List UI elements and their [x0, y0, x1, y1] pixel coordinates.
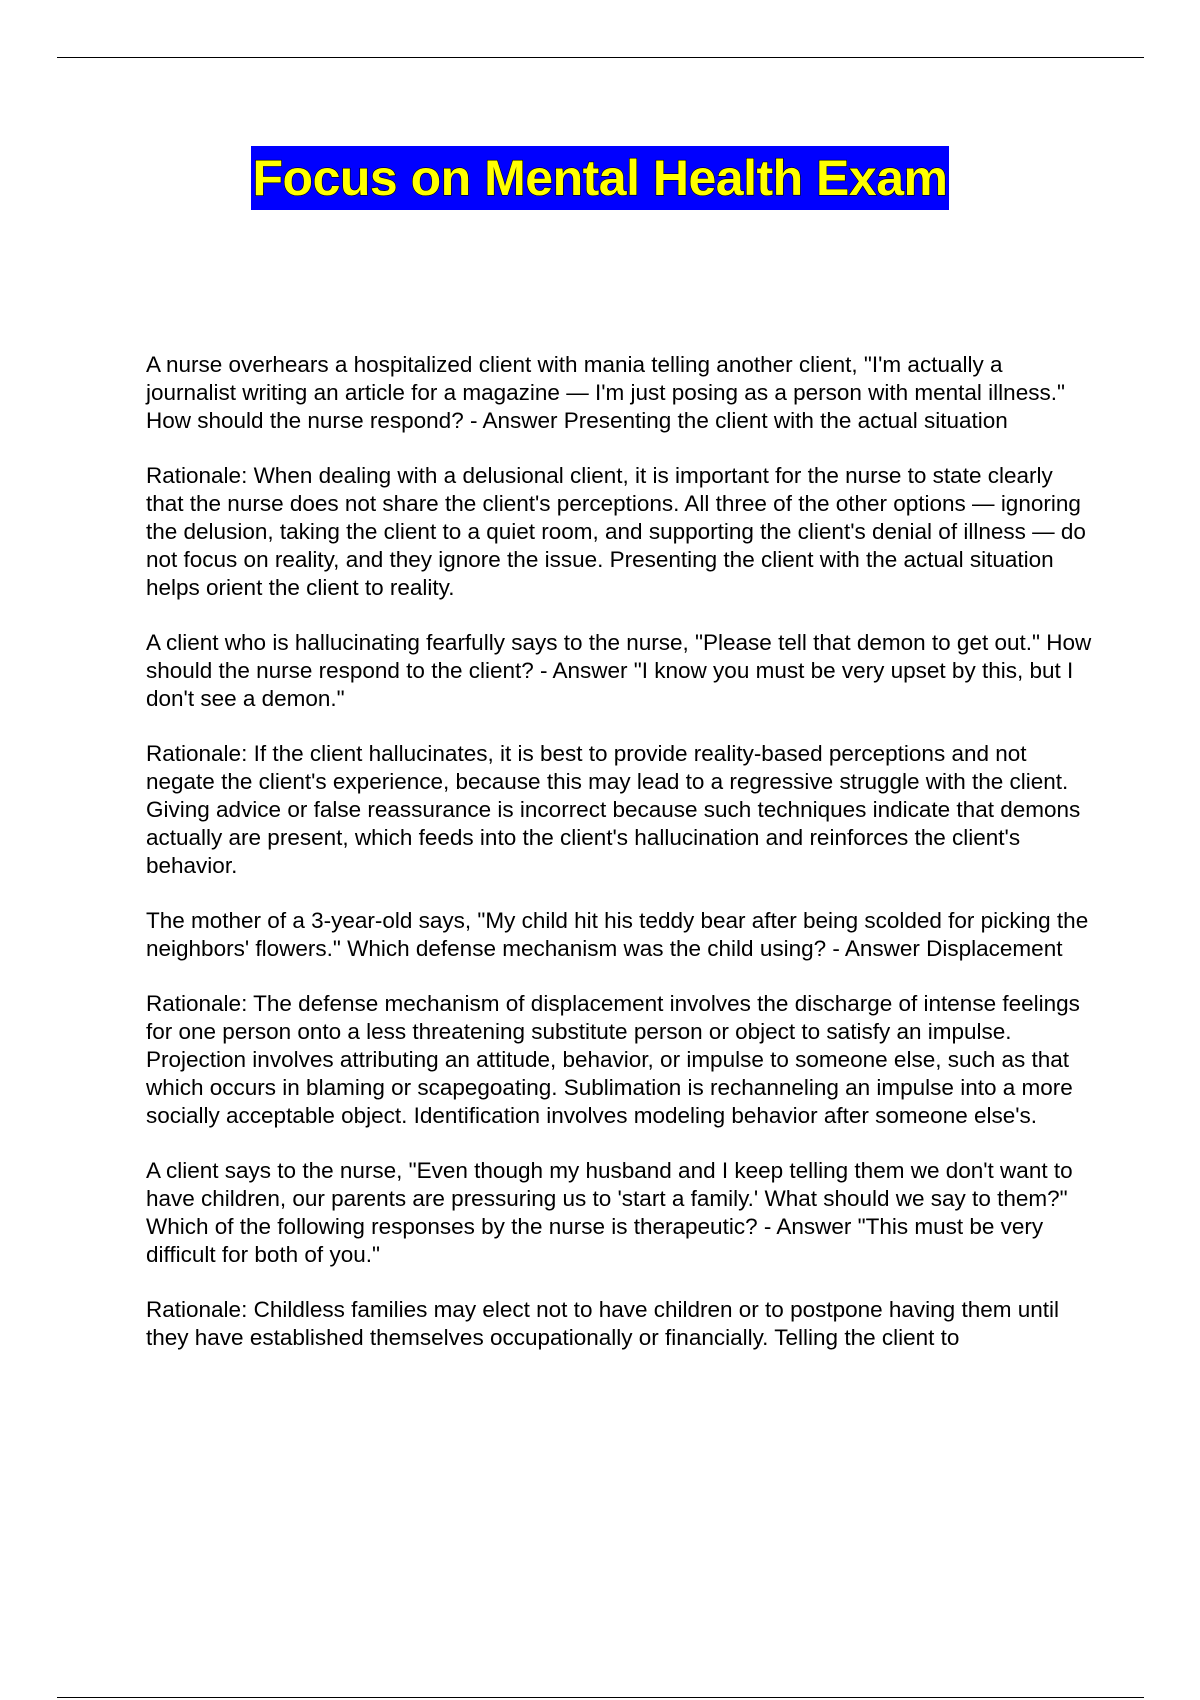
document-body [146, 351, 1092, 1379]
document-title: Focus on Mental Health Exam [251, 146, 950, 210]
paragraph-rationale-2: Rationale: If the client hallucinates, it is best to provide reality-based perceptions and not negate the client's experience, because this may lead to a regressive struggle with the client. Giving advice or false reassurance is incorrect because such techniques indicate that demons actually are present, which feeds into the client's hallucination and reinforces the client's behavior. [146, 741, 1081, 878]
paragraph-question-1: A nurse overhears a hospitalized client with mania telling another client, "I'm actually a journalist writing an article for a magazine — I'm just posing as a person with mental illness." How should the nurse respond? - Answer Presenting the client with the actual situation [146, 352, 1065, 433]
paragraph-question-2: A client who is hallucinating fearfully says to the nurse, "Please tell that demon to get out." How should the nurse respond to the client? - Answer "I know you must be very upset by this, but I don't see a demon." [146, 630, 1092, 711]
paragraph-rationale-3: Rationale: The defense mechanism of displacement involves the discharge of intense feelings for one person onto a less threatening substitute person or object to satisfy an impulse. Projection involves attributing an attitude, behavior, or impulse to someone else, such as that which occurs in blaming or scapegoating. Sublimation is rechanneling an impulse into a more socially acceptable object. Identification involves modeling behavior after someone else's. [146, 991, 1080, 1128]
paragraph-rationale-4: Rationale: Childless families may elect not to have children or to postpone having them until they have established themselves occupationally or financially. Telling the client to [146, 1297, 1059, 1350]
paragraph-question-4: A client says to the nurse, "Even though my husband and I keep telling them we don't want to have children, our parents are pressuring us to 'start a family.' What should we say to them?" Which of the following responses by the nurse is therapeutic? - Answer "This must be very difficult for both of you." [146, 1158, 1073, 1267]
title-block [0, 146, 1200, 210]
bottom-rule [57, 1697, 1144, 1698]
paragraph-question-3: The mother of a 3-year-old says, "My child hit his teddy bear after being scolded for picking the neighbors' flowers." Which defense mechanism was the child using? - Answer Displacement [146, 908, 1089, 961]
top-rule [57, 57, 1144, 58]
paragraph-rationale-1: Rationale: When dealing with a delusional client, it is important for the nurse to state clearly that the nurse does not share the client's perceptions. All three of the other options — ignoring the delusion, taking the client to a quiet room, and supporting the client's denial of illness — do not focus on reality, and they ignore the issue. Presenting the client with the actual situation helps orient the client to reality. [146, 463, 1086, 600]
